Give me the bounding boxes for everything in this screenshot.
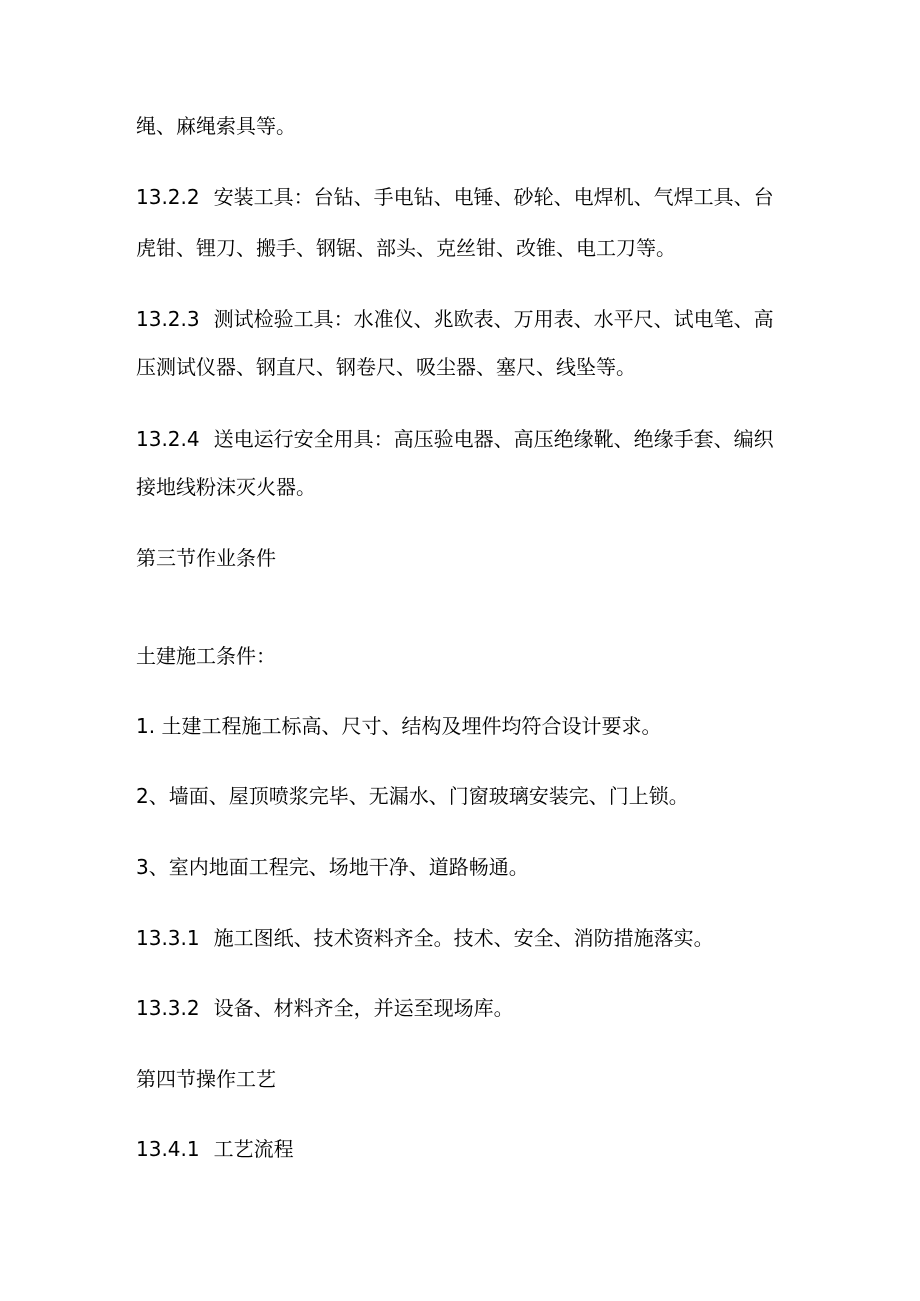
- section-number: 13.3.1: [136, 926, 200, 950]
- line-text: 工艺流程: [213, 1137, 294, 1161]
- section-13-2-4: [136, 427, 786, 451]
- section-heading: [136, 1067, 786, 1091]
- section-13-4-1: [136, 1137, 786, 1161]
- line-text: 接地线粉沫灭火器。: [136, 475, 316, 499]
- line-text: 虎钳、锂刀、搬手、钢锯、部头、克丝钳、改锥、电工刀等。: [136, 236, 676, 260]
- section-13-3-1: [136, 926, 786, 950]
- line-text: 安装工具：台钻、手电钻、电锤、砂轮、电焊机、气焊工具、台: [213, 185, 774, 209]
- section-heading: [136, 546, 786, 570]
- section-number: 13.2.2: [136, 185, 200, 209]
- section-13-2-2: [136, 185, 786, 209]
- paragraph-line: [136, 644, 786, 668]
- line-text: 测试检验工具：水准仪、兆欧表、万用表、水平尺、试电笔、高: [213, 307, 774, 331]
- section-number: 13.4.1: [136, 1137, 200, 1161]
- line-text: 2、墙面、屋顶喷浆完毕、无漏水、门窗玻璃安装完、门上锁。: [136, 784, 689, 808]
- paragraph-line: [136, 355, 786, 379]
- line-text: 土建施工条件：: [136, 644, 276, 668]
- line-text: 施工图纸、技术资料齐全。技术、安全、消防措施落实。: [213, 926, 714, 950]
- line-text: 设备、材料齐全，并运至现场库。: [213, 996, 514, 1020]
- list-item: [136, 784, 786, 808]
- section-number: 13.2.3: [136, 307, 200, 331]
- section-13-2-3: [136, 307, 786, 331]
- list-item: [136, 714, 786, 738]
- section-number: 13.2.4: [136, 427, 200, 451]
- line-text: 压测试仪器、钢直尺、钢卷尺、吸尘器、塞尺、线坠等。: [136, 355, 636, 379]
- heading-text: 第四节操作工艺: [136, 1067, 276, 1091]
- paragraph-line: [136, 475, 786, 499]
- paragraph-line: [136, 236, 786, 260]
- line-text: 绳、麻绳索具等。: [136, 114, 296, 138]
- section-13-3-2: [136, 996, 786, 1020]
- line-text: 1. 土建工程施工标高、尺寸、结构及埋件均符合设计要求。: [136, 714, 662, 738]
- list-item: [136, 855, 786, 879]
- section-number: 13.3.2: [136, 996, 200, 1020]
- paragraph-line: [136, 114, 786, 138]
- line-text: 送电运行安全用具：高压验电器、高压绝缘靴、绝缘手套、编织: [213, 427, 774, 451]
- line-text: 3、室内地面工程完、场地干净、道路畅通。: [136, 855, 529, 879]
- heading-text: 第三节作业条件: [136, 546, 276, 570]
